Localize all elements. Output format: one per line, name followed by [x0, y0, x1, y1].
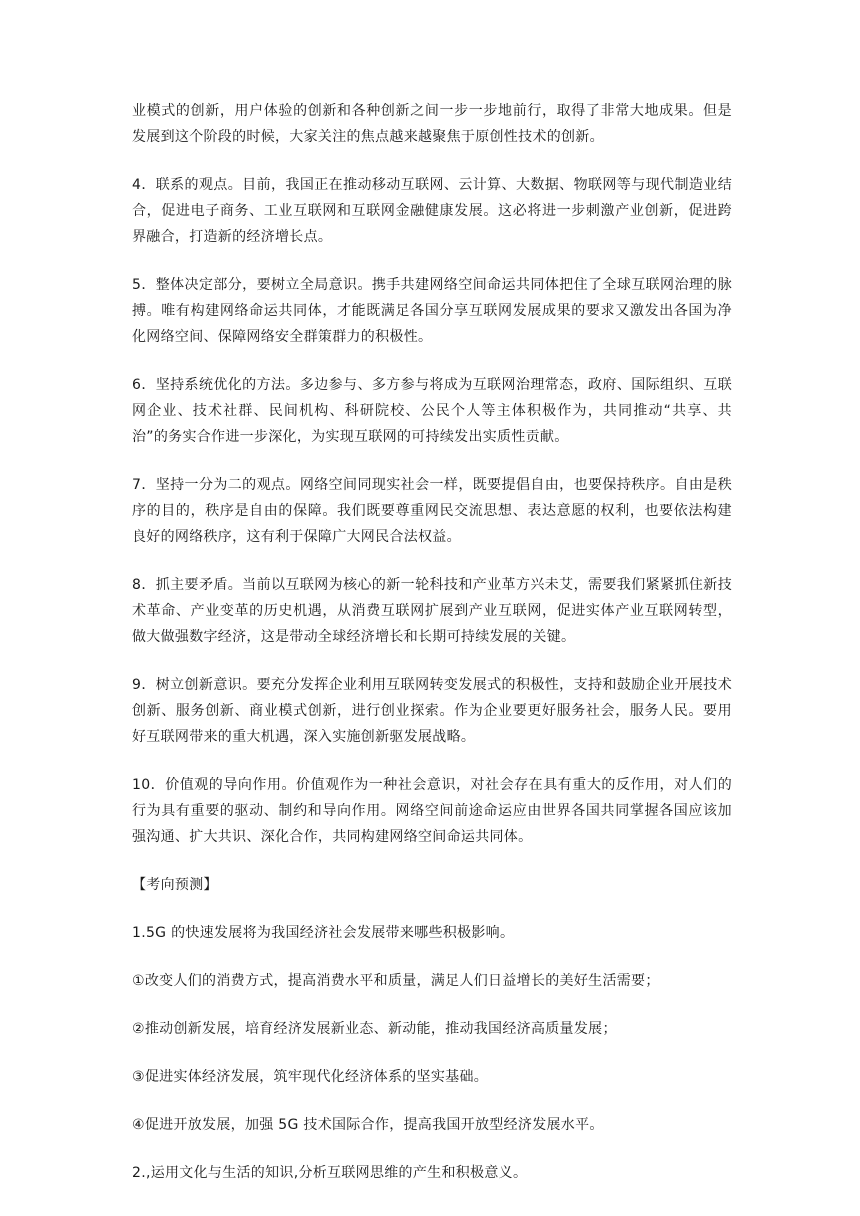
paragraph-point-8: 8．抓主要矛盾。当前以互联网为核心的新一轮科技和产业革方兴未艾，需要我们紧紧抓住新技术革命、产业变革的历史机遇，从消费互联网扩展到产业互联网，促进实体产业互联网转型，做大做强数字经济，这是带动全球经济增长和长期可持续发展的关键。: [132, 577, 732, 645]
paragraph-point-7: 7．坚持一分为二的观点。网络空间同现实社会一样，既要提倡自由，也要保持秩序。自由是秩序的目的，秩序是自由的保障。我们既要尊重网民交流思想、表达意愿的权利，也要依法构建良好的网络秩序，这有利于保障广大网民合法权益。: [132, 477, 732, 545]
answer-item-1: ①改变人们的消费方式，提高消费水平和质量，满足人们日益增长的美好生活需要；: [132, 973, 660, 989]
paragraph-point-6: 6．坚持系统优化的方法。多边参与、多方参与将成为互联网治理常态，政府、国际组织、互联网企业、技术社群、民间机构、科研院校、公民个人等主体积极作为，共同推动“共享、共治”的务实合作进一步深化，为实现互联网的可持续发出实质性贡献。: [132, 377, 732, 445]
answer-item-2: ②推动创新发展，培育经济发展新业态、新动能，推动我国经济高质量发展；: [132, 1021, 617, 1037]
question-2: 2.,运用文化与生活的知识,分析互联网思维的产生和积极意义。: [132, 1165, 528, 1181]
paragraph-point-9: 9．树立创新意识。要充分发挥企业利用互联网转变发展式的积极性，支持和鼓励企业开展技术创新、服务创新、商业模式创新，进行创业探索。作为企业要更好服务社会，服务人民。要用好互联网带来的重大机遇，深入实施创新驱发展战略。: [132, 677, 732, 745]
paragraph-point-5: 5．整体决定部分，要树立全局意识。携手共建网络空间命运共同体把住了全球互联网治理的脉搏。唯有构建网络命运共同体，才能既满足各国分享互联网发展成果的要求又激发出各国为净化网络空间、保障网络安全群策群力的积极性。: [132, 277, 732, 345]
section-heading-forecast: 【考向预测】: [132, 877, 218, 893]
paragraph-innovation-continued: 业模式的创新，用户体验的创新和各种创新之间一步一步地前行，取得了非常大地成果。但是发展到这个阶段的时候，大家关注的焦点越来越聚焦于原创性技术的创新。: [132, 103, 732, 145]
question-1: 1.5G 的快速发展将为我国经济社会发展带来哪些积极影响。: [132, 925, 515, 941]
paragraph-point-10: 10．价值观的导向作用。价值观作为一种社会意识，对社会存在具有重大的反作用，对人们的行为具有重要的驱动、制约和导向作用。网络空间前途命运应由世界各国共同掌握各国应该加强沟通、扩大共识、深化合作，共同构建网络空间命运共同体。: [132, 777, 732, 845]
answer-item-4: ④促进开放发展，加强 5G 技术国际合作，提高我国开放型经济发展水平。: [132, 1117, 604, 1133]
paragraph-point-4: 4．联系的观点。目前，我国正在推动移动互联网、云计算、大数据、物联网等与现代制造业结合，促进电子商务、工业互联网和互联网金融健康发展。这必将进一步刺激产业创新，促进跨界融合，打造新的经济增长点。: [132, 177, 732, 245]
answer-item-3: ③促进实体经济发展，筑牢现代化经济体系的坚实基础。: [132, 1069, 489, 1085]
